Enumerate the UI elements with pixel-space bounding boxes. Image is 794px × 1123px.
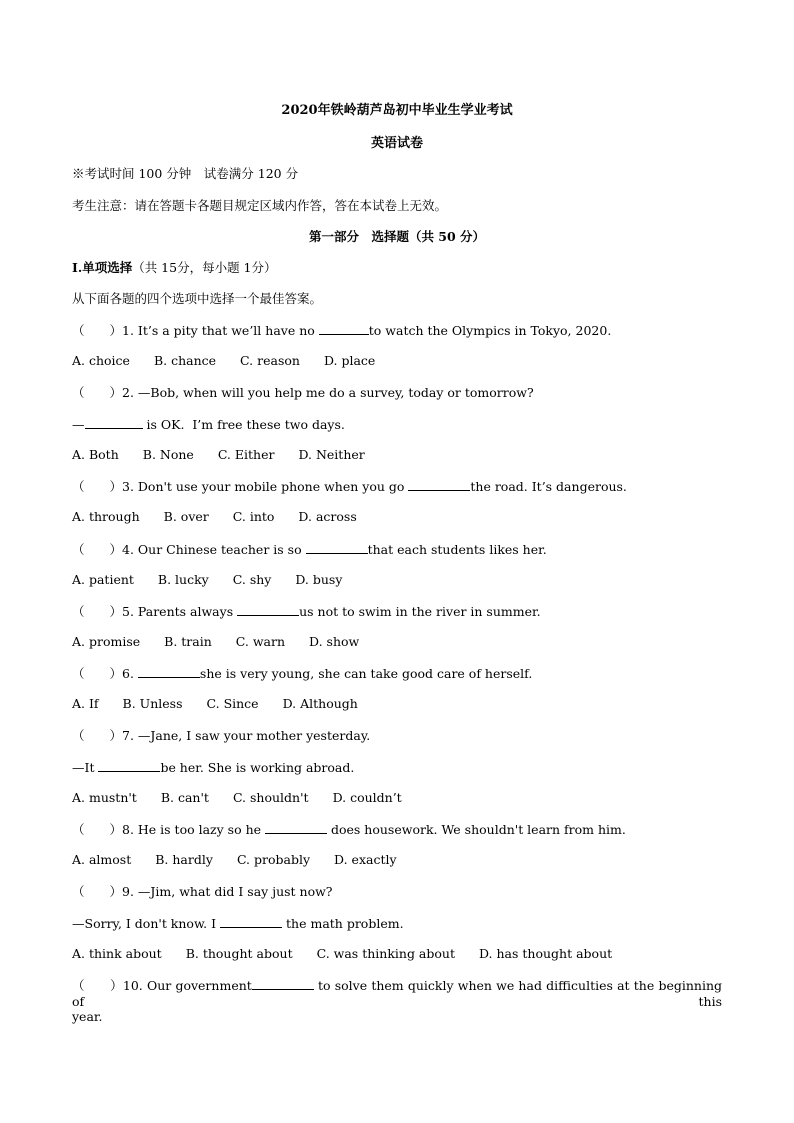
answer-blank[interactable] [265,821,327,834]
section-meta: （共 15分，每小题 1分） [132,260,277,275]
exam-subtitle: 英语试卷 [370,136,423,151]
options-6 [72,696,382,712]
option[interactable]: D. Neither [298,447,365,462]
option[interactable]: C. probably [236,852,311,867]
option[interactable]: D. has thought about [478,946,613,961]
option[interactable]: B. chance [153,353,217,368]
answer-blank[interactable] [220,915,282,928]
option[interactable]: C. into [232,509,275,524]
question-5 [72,603,541,620]
option[interactable]: C. shouldn't [232,790,309,805]
question-10 [72,977,722,1010]
question-8 [72,821,626,838]
question-6 [72,665,532,682]
option[interactable]: D. across [298,509,357,524]
option[interactable]: B. over [163,509,209,524]
option[interactable]: C. reason [240,353,300,368]
option[interactable]: B. Unless [122,696,183,711]
question-10-continued: year. [72,1009,103,1024]
option[interactable]: A. patient [72,572,134,587]
option[interactable]: B. None [142,447,194,462]
option[interactable]: C. Since [206,696,259,711]
question-text: to solve them quickly when we had difficulties at the beginning of this [72,978,722,1009]
answer-blank[interactable] [252,977,314,990]
question-3 [72,478,627,495]
question-text: — [72,417,85,432]
question-text: the math problem. [282,916,404,931]
option[interactable]: B. lucky [157,572,209,587]
option[interactable]: D. place [323,353,376,368]
option[interactable]: A. almost [72,852,132,867]
question-1 [72,322,611,339]
option[interactable]: B. can't [160,790,209,805]
answer-blank[interactable] [319,322,369,335]
time-info: ※考试时间 100 分钟 试卷满分 120 分 [72,166,299,181]
option[interactable]: A. through [72,509,140,524]
question-text: does housework. We shouldn't learn from him. [327,822,626,837]
option[interactable]: C. warn [235,634,286,649]
options-3 [72,509,381,525]
answer-blank[interactable] [138,665,200,678]
answer-blank[interactable] [98,759,160,772]
option[interactable]: B. hardly [155,852,213,867]
options-4 [72,572,366,588]
option[interactable]: A. If [72,696,99,711]
question-text: （ ）8. He is too lazy so he [72,822,266,837]
option[interactable]: D. couldn’t [332,790,402,805]
candidate-notice: 考生注意：请在答题卡各题目规定区域内作答，答在本试卷上无效。 [72,198,448,213]
section-title: I.单项选择 [72,260,133,275]
answer-blank[interactable] [85,416,143,429]
question-text: is OK. I’m free these two days. [142,417,345,432]
option[interactable]: B. train [164,634,212,649]
section-instruction: 从下面各题的四个选项中选择一个最佳答案。 [72,291,323,306]
option[interactable]: D. Although [282,696,358,711]
option[interactable]: A. choice [72,353,130,368]
options-5 [72,634,383,650]
question-text: to watch the Olympics in Tokyo, 2020. [368,323,612,338]
option[interactable]: D. busy [295,572,343,587]
option[interactable]: C. was thinking about [316,946,455,961]
answer-blank[interactable] [408,478,470,491]
options-1 [72,353,399,369]
question-text: （ ）3. Don't use your mobile phone when you go [72,479,409,494]
question-9-reply [72,915,404,932]
question-2: （ ）2. —Bob, when will you help me do a survey, today or tomorrow? [72,385,534,400]
options-9 [72,946,636,962]
question-4 [72,541,547,558]
exam-title: 2020年铁岭葫芦岛初中毕业生学业考试 [281,103,513,118]
option[interactable]: A. promise [72,634,141,649]
part-title: 第一部分 选择题（共 50 分） [308,229,486,244]
options-8 [72,852,421,868]
question-7: （ ）7. —Jane, I saw your mother yesterday. [72,728,371,743]
question-text: （ ）10. Our government [72,978,252,993]
question-7-reply [72,759,354,776]
option[interactable]: B. thought about [185,946,293,961]
question-text: —It [72,760,99,775]
options-2 [72,447,389,463]
option[interactable]: C. Either [217,447,275,462]
option[interactable]: A. mustn't [72,790,137,805]
section-heading [72,260,277,276]
answer-blank[interactable] [237,603,299,616]
option[interactable]: A. Both [72,447,119,462]
question-text: that each students likes her. [367,542,547,557]
options-7 [72,790,426,806]
question-text: be her. She is working abroad. [160,760,355,775]
answer-blank[interactable] [306,541,368,554]
question-text: she is very young, she can take good care of herself. [199,666,533,681]
question-text: us not to swim in the river in summer. [299,604,541,619]
option[interactable]: D. show [309,634,360,649]
question-2-reply [72,416,345,433]
option[interactable]: A. think about [72,946,162,961]
option[interactable]: C. shy [232,572,272,587]
option[interactable]: D. exactly [334,852,397,867]
question-text: （ ）1. It’s a pity that we’ll have no [72,323,319,338]
question-text: （ ）5. Parents always [72,604,238,619]
question-9: （ ）9. —Jim, what did I say just now? [72,884,333,899]
question-text: the road. It’s dangerous. [470,479,627,494]
question-text: —Sorry, I don't know. I [72,916,221,931]
question-text: （ ）4. Our Chinese teacher is so [72,542,306,557]
question-text: （ ）6. [72,666,138,681]
